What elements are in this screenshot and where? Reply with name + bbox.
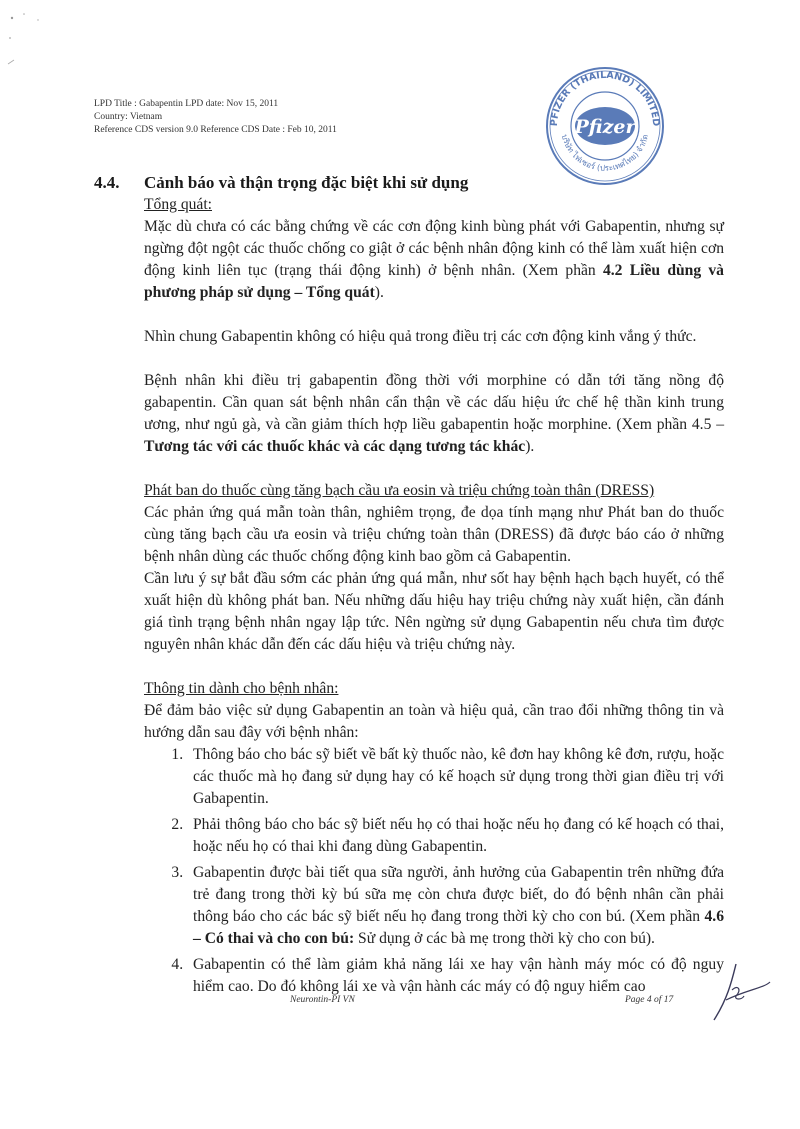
general-p3-text: Bệnh nhân khi điều trị gabapentin đồng thời với morphine có dẫn tới tăng nồng độ gabapentin. Cần quan sát bệnh nhân cẩn thận về các dấu hiệu ức chế hệ thần kinh trung ương, như ngủ gà, và cần giảm thích hợp liều gabapentin hoặc morphine. (Xem phần 4.5 – [144,372,724,433]
dress-heading: Phát ban do thuốc cùng tăng bạch cầu ưa eosin và triệu chứng toàn thân (DRESS) [144,482,655,499]
stamp-ring-bottom-text: บริษัท ไฟเซอร์ (ประเทศไทย) จำกัด [559,133,651,173]
general-p3-reference: Tương tác với các thuốc khác và các dạng tương tác khác [144,438,526,455]
footer-document-name: Neurontin-PI VN [290,995,355,1005]
dress-paragraph-1: Các phản ứng quá mẫn toàn thân, nghiêm trọng, đe dọa tính mạng như Phát ban do thuốc cùng tăng bạch cầu ưa eosin và triệu chứng toàn thân (DRESS) đã được báo cáo ở những bệnh nhân dùng các thuốc chống động kinh bao gồm cả Gabapentin. [144,504,724,565]
general-p1-text: Mặc dù chưa có các bằng chứng về các cơn động kinh bùng phát với Gabapentin, nhưng sự ngừng đột ngột các thuốc chống co giật ở các bệnh nhân động kinh có thể làm xuất hiện cơn động kinh liên tục (trạng thái động kinh) ở bệnh nhân. (Xem phần [144,218,724,279]
patient-info-intro: Để đảm bảo việc sử dụng Gabapentin an toàn và hiệu quả, cần trao đổi những thông tin và hướng dẫn sau đây với bệnh nhân: [144,702,724,741]
patient-info-heading: Thông tin dành cho bệnh nhân: [144,680,339,697]
general-p1-end: ). [374,284,384,301]
section-warnings [94,172,724,1002]
patient-info-list [144,744,724,998]
stamp-logo-text: Pfizer [574,116,636,138]
section-number: 4.4. [94,173,120,192]
general-p3-end: ). [525,438,535,455]
handwritten-signature [706,960,772,1022]
header-title-line: LPD Title : Gabapentin LPD date: Nov 15, 2011 [94,99,279,109]
general-paragraph-2: Nhìn chung Gabapentin không có hiệu quả trong điều trị các cơn động kinh vắng ý thức. [144,328,697,345]
item3-text: Gabapentin được bài tiết qua sữa người, ảnh hưởng của Gabapentin trên những đứa trẻ đang trong thời kỳ bú sữa mẹ còn chưa được biết, do đó bệnh nhân cần phải thông báo cho các bác sỹ biết nếu họ đang trong thời kỳ cho con bú. (Xem phần [193,864,724,925]
section-body [144,194,724,998]
document-header [94,98,337,137]
list-item [187,862,724,950]
header-reference-line: Reference CDS version 9.0 Reference CDS Date : Feb 10, 2011 [94,125,337,135]
item3-reference: 4.6 – Có thai và cho con bú: [193,908,724,947]
footer-page-number: Page 4 of 17 [625,995,674,1005]
general-heading: Tổng quát: [144,196,212,213]
section-title: Cảnh báo và thận trọng đặc biệt khi sử dụng [144,173,469,192]
item3-end: Sử dụng ở các bà mẹ trong thời kỳ cho con bú). [354,930,655,947]
pfizer-company-stamp [540,58,670,188]
list-item: 1. Thông báo cho bác sỹ biết về bất kỳ thuốc nào, kê đơn hay không kê đơn, rượu, hoặc các thuốc mà họ đang sử dụng hay có kế hoạch sử dụng trong thời gian điều trị với Gabapentin. [187,744,724,810]
general-p1-reference: 4.2 Liều dùng và phương pháp sử dụng – Tổng quát [144,262,724,301]
list-item: 2. Phải thông báo cho bác sỹ biết nếu họ có thai hoặc nếu họ đang có kế hoạch có thai, hoặc nếu họ có thai khi đang dùng Gabapentin. [187,814,724,858]
section-heading [94,172,724,194]
general-paragraph-3 [144,370,724,458]
header-country-line: Country: Vietnam [94,112,163,122]
stamp-ring-top-text: PFIZER (THAILAND) LIMITED [548,69,662,127]
general-paragraph-1 [144,216,724,304]
dress-paragraph-2: Cần lưu ý sự bắt đầu sớm các phản ứng quá mẫn, như sốt hay bệnh hạch bạch huyết, có thể xuất hiện dù không phát ban. Nếu những dấu hiệu hay triệu chứng này xuất hiện, cần đánh giá tình trạng bệnh nhân ngay lập tức. Nên ngừng sử dụng Gabapentin nếu chưa tìm được nguyên nhân khác dẫn đến các dấu hiệu và triệu chứng này. [144,570,724,653]
scan-specks [0,0,60,80]
list-item: 4. Gabapentin có thể làm giảm khả năng lái xe hay vận hành máy móc có độ nguy hiểm cao. Do đó không lái xe và vận hành các máy có độ nguy hiểm cao [187,954,724,998]
